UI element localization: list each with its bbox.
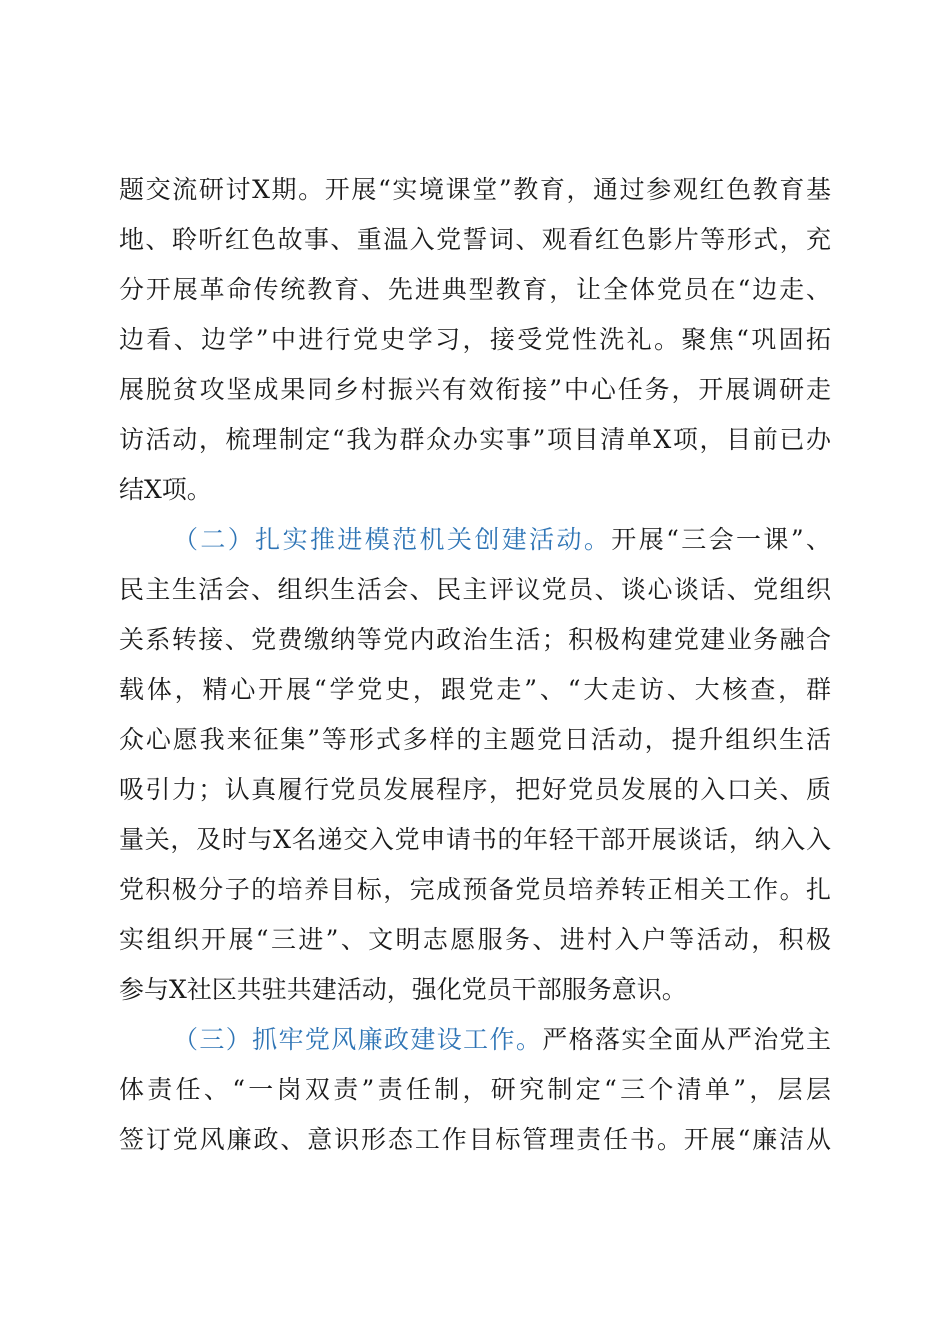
text-line: 载体，精心开展“学党史，跟党走”、“大走访、大核查，群	[119, 675, 831, 704]
paragraph-3	[119, 1015, 831, 1165]
text-line: 民主生活会、组织生活会、民主评议党员、谈心谈话、党组织	[119, 575, 831, 604]
text-line: 众心愿我来征集”等形式多样的主题党日活动，提升组织生活	[119, 725, 831, 754]
text-line: 体责任、“一岗双责”责任制，研究制定“三个清单”，层层	[119, 1075, 831, 1104]
text-line: 展脱贫攻坚成果同乡村振兴有效衔接”中心任务，开展调研走	[119, 375, 831, 404]
text-line: 吸引力；认真履行党员发展程序，把好党员发展的入口关、质	[119, 775, 831, 804]
paragraph-2	[119, 515, 831, 1015]
text-line: 党积极分子的培养目标，完成预备党员培养转正相关工作。扎	[119, 875, 831, 904]
text-line: 参与X社区共驻共建活动，强化党员干部服务意识。	[119, 975, 687, 1004]
paragraph-first-line	[119, 515, 831, 565]
text-line: 关系转接、党费缴纳等党内政治生活；积极构建党建业务融合	[119, 625, 831, 654]
paragraph-first-line	[119, 1015, 831, 1065]
heading-followup-text: 严格落实全面从严治党主	[542, 1025, 831, 1054]
section-heading: （二）扎实推进模范机关创建活动。	[173, 525, 612, 554]
text-line: 分开展革命传统教育、先进典型教育，让全体党员在“边走、	[119, 275, 831, 304]
paragraph-1	[119, 165, 831, 515]
text-line: 实组织开展“三进”、文明志愿服务、进村入户等活动，积极	[119, 925, 831, 954]
document-page	[119, 165, 831, 1165]
section-heading: （三）抓牢党风廉政建设工作。	[173, 1025, 543, 1054]
text-line: 访活动，梳理制定“我为群众办实事”项目清单X项，目前已办	[119, 425, 831, 454]
text-line: 签订党风廉政、意识形态工作目标管理责任书。开展“廉洁从	[119, 1125, 831, 1154]
text-line: 边看、边学”中进行党史学习，接受党性洗礼。聚焦“巩固拓	[119, 325, 831, 354]
heading-followup-text: 开展“三会一课”、	[611, 525, 831, 554]
text-line: 结X项。	[119, 475, 212, 504]
text-line: 题交流研讨X期。开展“实境课堂”教育，通过参观红色教育基	[119, 175, 831, 204]
text-line: 地、聆听红色故事、重温入党誓词、观看红色影片等形式，充	[119, 225, 831, 254]
text-line: 量关，及时与X名递交入党申请书的年轻干部开展谈话，纳入入	[119, 825, 831, 854]
